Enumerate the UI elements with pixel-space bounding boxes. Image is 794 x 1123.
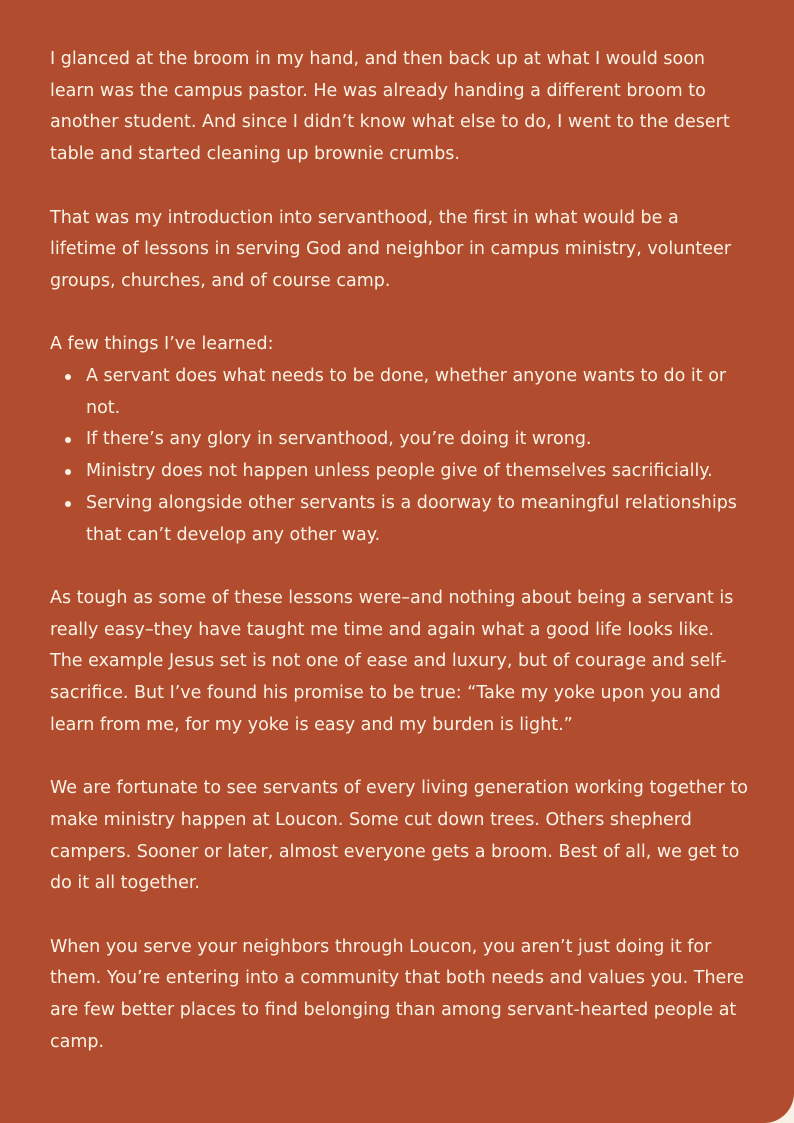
list-item xyxy=(86,488,750,551)
spacer xyxy=(50,900,750,932)
spacer xyxy=(50,741,750,773)
list-item-text: If there’s any glory in servanthood, you’re doing it wrong. xyxy=(86,429,592,450)
spacer xyxy=(50,551,750,583)
paragraph-loucon-generations: We are fortunate to see servants of every living generation working together to make ministry happen at Loucon. Some cut down trees. Others shepherd campers. Sooner or later, almost everyone gets a broom. Best of all, we get to do it all together. xyxy=(50,778,748,894)
paragraph-closing: When you serve your neighbors through Loucon, you aren’t just doing it for them. You’re entering into a community that both needs and values you. There are few better places to find belonging than among servant-hearted people at camp. xyxy=(50,936,744,1052)
list-item xyxy=(86,361,750,424)
list-item-text: Ministry does not happen unless people give of themselves sacrificially. xyxy=(86,461,713,482)
spacer xyxy=(50,298,750,330)
article-body xyxy=(50,44,750,1058)
paragraph-servanthood-intro: That was my introduction into servanthood, the first in what would be a lifetime of lessons in serving God and neighbor in campus ministry, volunteer groups, churches, and of course camp. xyxy=(50,207,732,291)
bullet-icon xyxy=(65,469,71,475)
bullet-icon xyxy=(65,501,71,507)
list-item-text: A servant does what needs to be done, whether anyone wants to do it or not. xyxy=(86,366,727,418)
paragraph-broom: I glanced at the broom in my hand, and then back up at what I would soon learn was the campus pastor. He was already handing a different broom to another student. And since I didn’t know what else to do, I went to the desert table and started cleaning up brownie crumbs. xyxy=(50,49,730,165)
bullet-icon xyxy=(65,374,71,380)
spacer xyxy=(50,171,750,203)
list-intro: A few things I’ve learned: xyxy=(50,334,274,355)
bullet-icon xyxy=(65,437,71,443)
paragraph-lessons-reflection: As tough as some of these lessons were–and nothing about being a servant is really easy–they have taught me time and again what a good life looks like. The example Jesus set is not one of ease and luxury, but of courage and self-sacrifice. But I’ve found his promise to be true: “Take my yoke upon you and learn from me, for my yoke is easy and my burden is light.” xyxy=(50,587,734,735)
lessons-list xyxy=(50,361,750,551)
list-item-text: Serving alongside other servants is a doorway to meaningful relationships that can’t develop any other way. xyxy=(86,492,737,545)
list-item xyxy=(86,456,750,488)
list-item xyxy=(86,424,750,456)
